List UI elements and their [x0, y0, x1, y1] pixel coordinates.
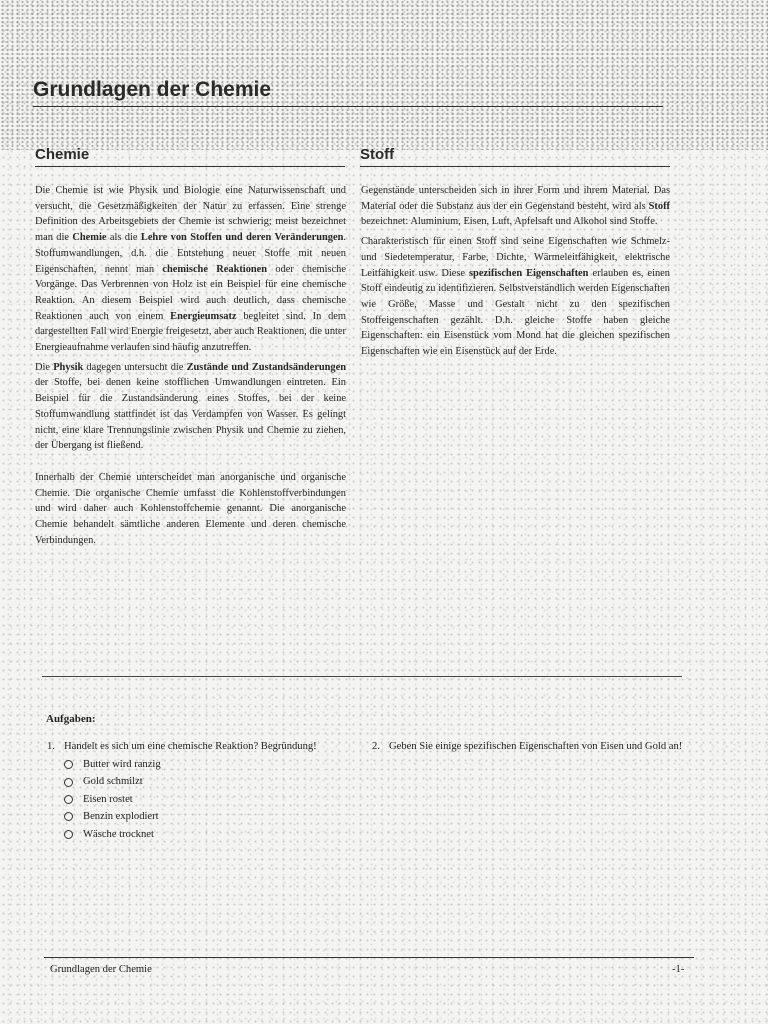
text-run: Charakteristisch für einen Stoff sind seine Eigenschaften wie Schmelz- und Siedetemperatur, Farbe, Dichte, Wärmeleitfähigkeit, elektrische Leitfähigkeit usw. Diese — [361, 236, 670, 279]
circle-bullet-icon — [64, 778, 73, 787]
option-label: Butter wird ranzig — [83, 759, 161, 770]
option-item — [64, 791, 161, 808]
text-run: oder chemische Vorgänge. Das Verbrennen von Holz ist ein Beispiel für eine chemische Reaktion. An diesem Beispiel wird auch deutlich, dass chemische Reaktionen auch von einem — [35, 263, 346, 322]
title-underline — [33, 106, 663, 107]
footer-rule — [44, 957, 694, 958]
section-separator — [42, 676, 682, 677]
option-label: Benzin explodiert — [83, 811, 159, 823]
column-chemie — [35, 183, 346, 552]
heading-stoff: Stoff — [360, 146, 395, 163]
text-run: als die — [106, 232, 141, 244]
option-label: Eisen rostet — [83, 793, 133, 805]
text-run: bezeichnet: Aluminium, Eisen, Luft, Apfelsaft und Alkohol sind Stoffe. — [361, 216, 658, 228]
circle-bullet-icon — [64, 760, 73, 769]
footer-title: Grundlagen der Chemie — [50, 964, 152, 975]
question-1-text: Handelt es sich um eine chemische Reaktion? Begründung! — [64, 741, 317, 752]
heading-chemie-rule — [35, 166, 345, 167]
circle-bullet-icon — [64, 812, 73, 821]
bold-term: Stoff — [648, 200, 670, 212]
text-run: Die Chemie ist wie Physik und Biologie eine Naturwissenschaft und versucht, die Gesetzmäßigkeiten der Natur zu erfassen. Eine strenge Definition des Arbeitsgebiets der Chemie ist schwierig; meist bezeichnet man die — [35, 185, 346, 244]
paragraph-stoff-definition — [361, 183, 670, 230]
heading-chemie: Chemie — [35, 146, 90, 163]
text-run: dagegen untersucht die — [83, 361, 187, 373]
bold-term: Zustände und Zustandsänderungen — [186, 361, 346, 373]
paragraph-chemie-definition — [35, 183, 346, 356]
question-2 — [372, 739, 684, 773]
paragraph-organisch-anorganisch — [35, 470, 346, 549]
question-1-number: 1. — [47, 741, 55, 752]
bold-term: Physik — [53, 361, 84, 373]
tasks-heading: Aufgaben: — [46, 713, 96, 725]
option-label: Gold schmilzt — [83, 776, 143, 788]
circle-bullet-icon — [64, 795, 73, 804]
question-2-number: 2. — [372, 741, 380, 752]
option-item — [64, 773, 161, 790]
option-item — [64, 826, 161, 843]
text-run: Innerhalb der Chemie unterscheidet man anorganische und organische Chemie. Die organische Chemie umfasst die Kohlenstoffverbindungen und wird daher auch Kohlenstoffchemie genannt. Die anorganische Chemie behandelt sämtliche anderen Elemente und deren chemische Verbindungen. — [35, 471, 346, 546]
paragraph-spezifische-eigenschaften — [361, 234, 670, 360]
text-run: . Stoffumwandlungen, d.h. die Entstehung neuer Stoffe mit neuen Eigenschaften, nennt man — [35, 232, 347, 275]
question-1 — [47, 739, 357, 755]
text-run: Die — [35, 361, 54, 373]
circle-bullet-icon — [64, 830, 73, 839]
option-item — [64, 808, 161, 825]
option-item — [64, 756, 161, 773]
heading-stoff-rule — [360, 166, 670, 167]
option-label: Wäsche trocknet — [83, 828, 154, 840]
page-title: Grundlagen der Chemie — [33, 78, 272, 101]
question-2-text: Geben Sie einige spezifischen Eigenschaften von Eisen und Gold an! — [389, 741, 683, 752]
text-run: der Stoffe, bei denen keine stofflichen Umwandlungen eintreten. Ein Beispiel für die Zustandsänderung eines Stoffes, bei der keine Stoffumwandlung stattfindet ist das Verdampfen von Wasser. Es gelingt nicht, eine klare Trennungslinie zwischen Physik und Chemie zu ziehen, der Übergang ist fließend. — [35, 377, 346, 452]
text-run: erlauben es, einen Stoff eindeutig zu identifizieren. Selbstverständlich werden Eigenschaften wie Größe, Masse und Gestalt nicht zu den spezifischen Stoffeigenschaften gezählt. D.h. gleiche Stoffe haben gleiche Eigenschaften: ein Eisenstück vom Mond hat die gleichen spezifischen Eigenschaften wie ein Eisenstück auf der Erde. — [361, 267, 670, 358]
text-run: begleitet sind. In dem dargestellten Fall wird Energie freigesetzt, aber auch Reaktionen, die unter Energieaufnahme verlaufen sind häufig anzutreffen. — [35, 310, 346, 354]
bold-term: chemische Reaktionen — [162, 263, 268, 275]
scan-noise-top — [0, 0, 768, 150]
paragraph-physik — [35, 360, 346, 454]
bold-term: Energieumsatz — [170, 310, 237, 322]
bold-term: spezifischen Eigenschaften — [469, 267, 589, 279]
text-run: Gegenstände unterscheiden sich in ihrer Form und ihrem Material. Das Material oder die Substanz aus der ein Gegenstand besteht, wird als — [361, 185, 670, 212]
bold-term: Chemie — [72, 232, 107, 244]
page-number: -1- — [672, 964, 685, 975]
column-stoff — [361, 183, 670, 364]
question-1-options — [64, 756, 161, 843]
bold-term: Lehre von Stoffen und deren Veränderungen — [140, 232, 344, 244]
